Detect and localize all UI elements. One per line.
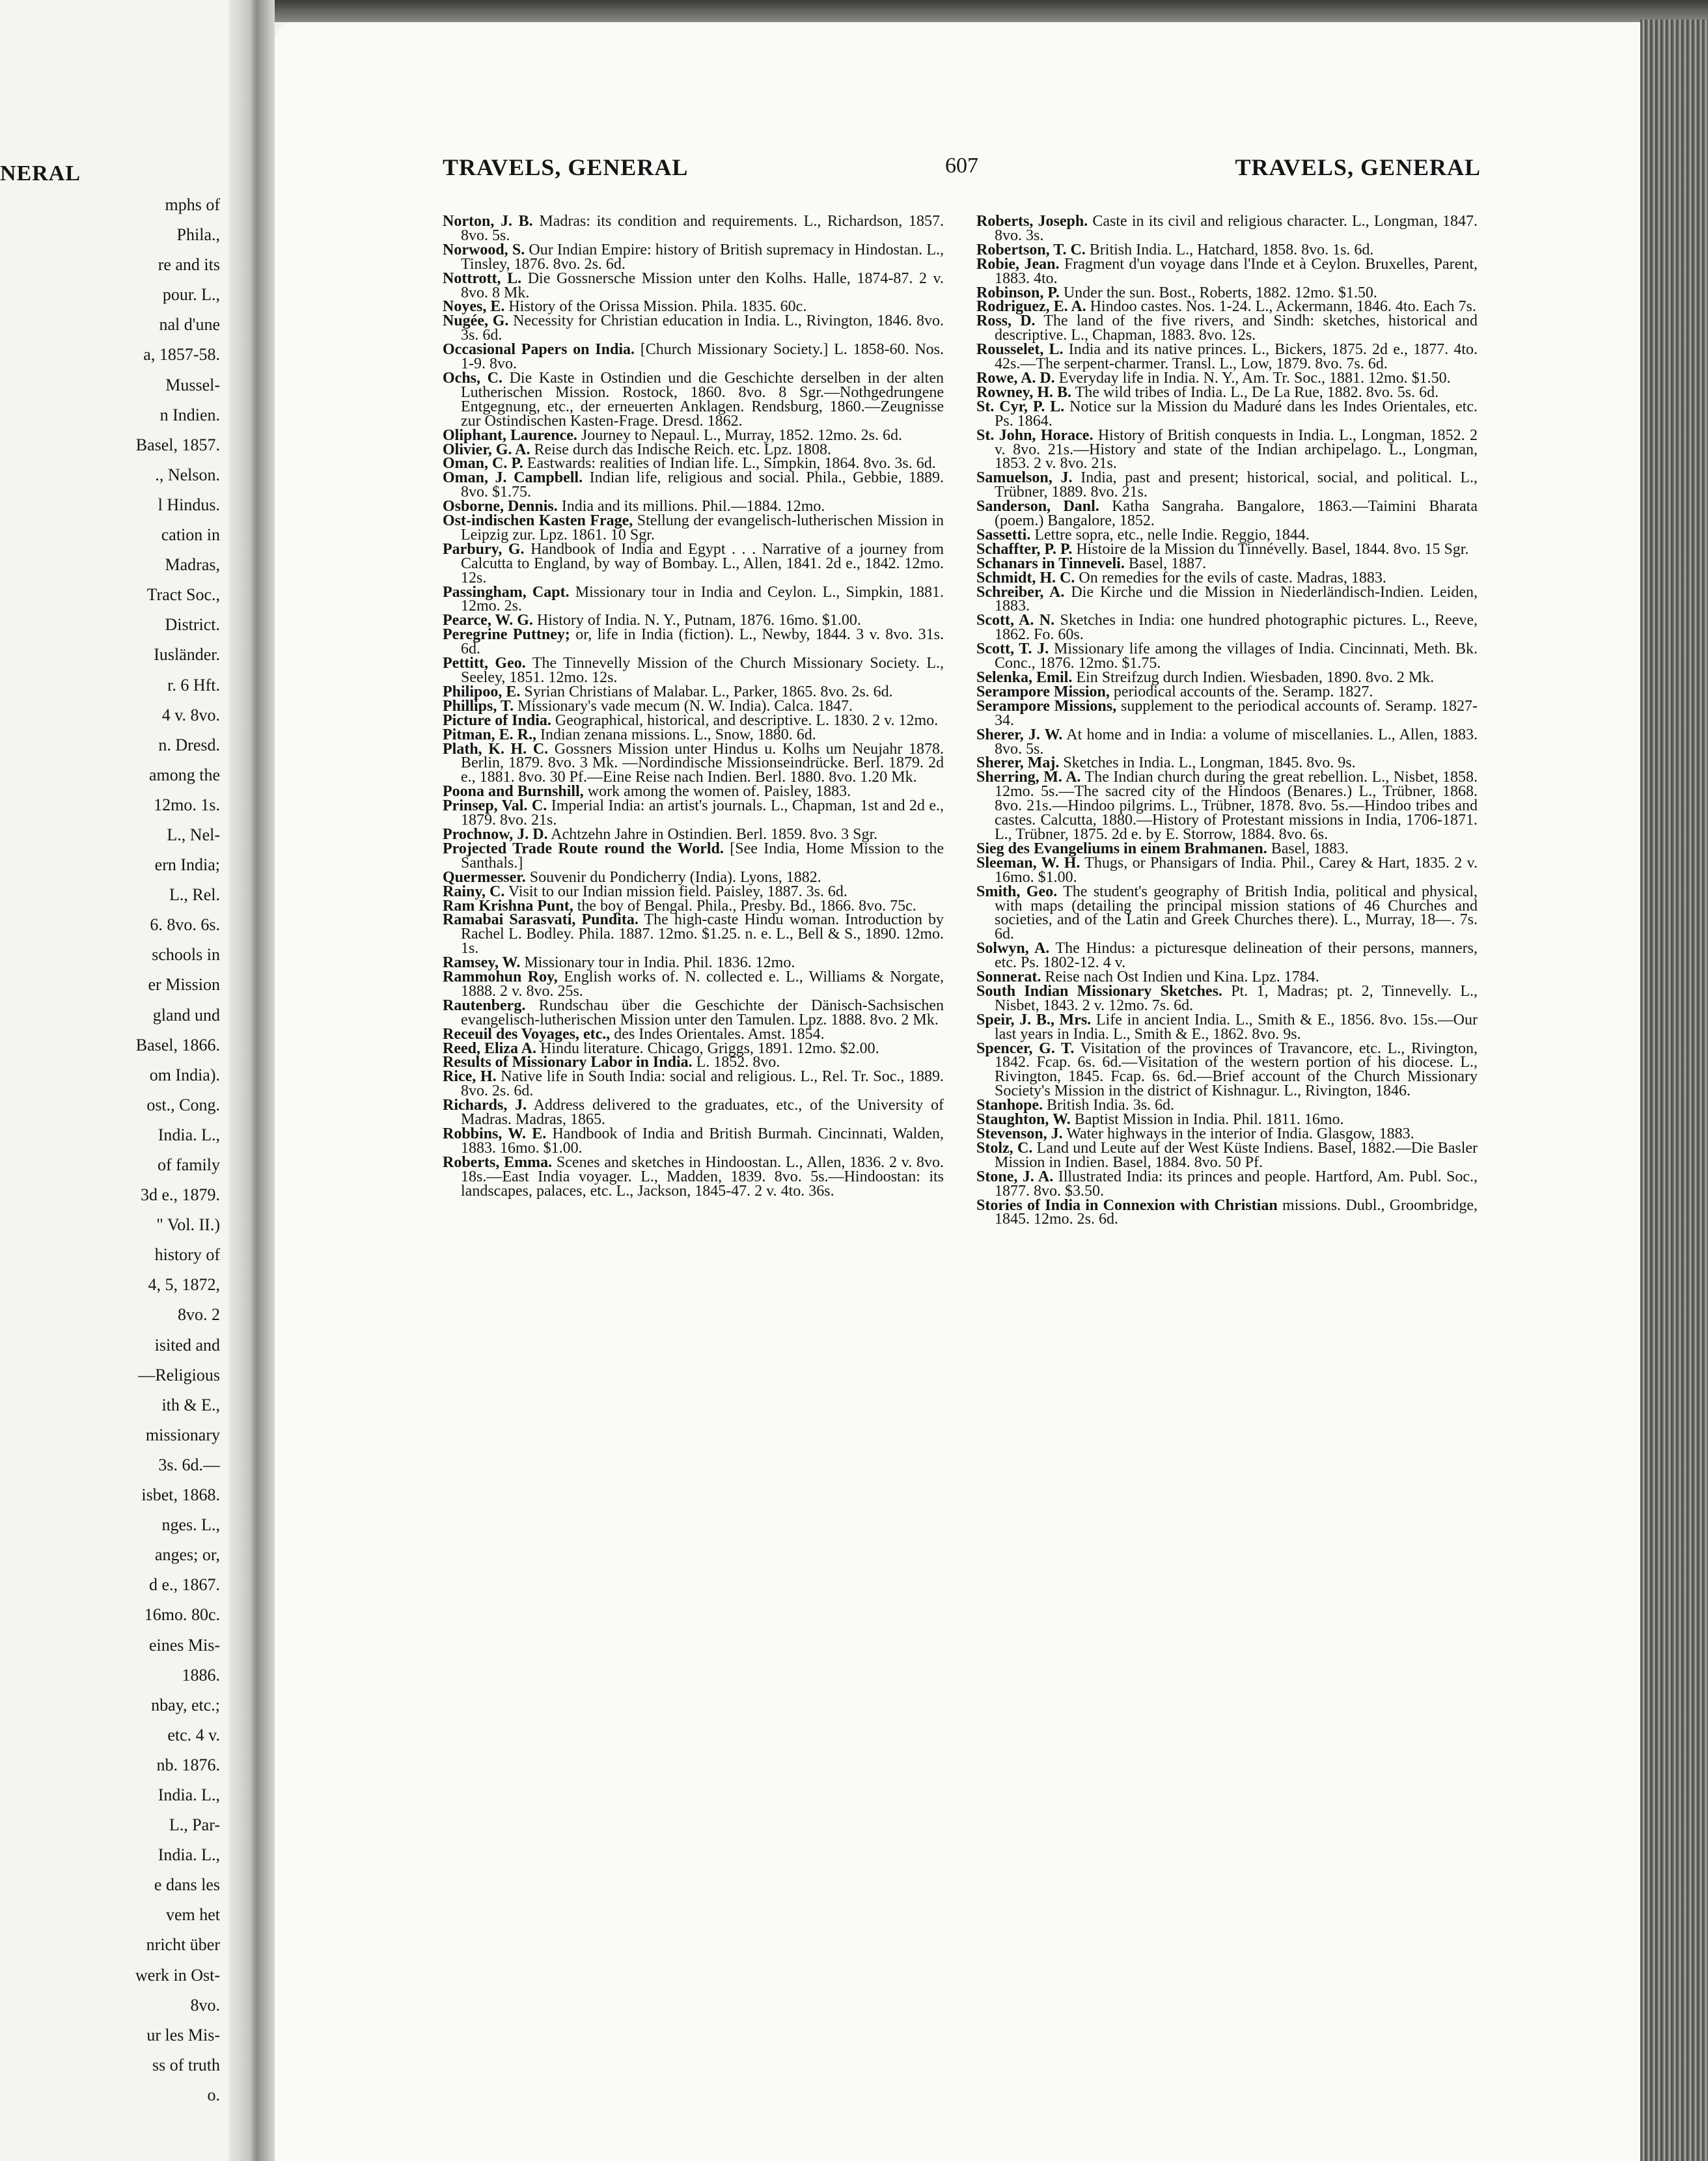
entry-text: History of British conquests in India. L., Longman, 1852. 2 v. 8vo. 21s.—History and state of the Indian archipelago. L., Longman, 1853. 2 v. 8vo. 21s. xyxy=(995,426,1478,473)
entry-text: L. 1852. 8vo. xyxy=(692,1054,780,1071)
facing-page-line: India. L., xyxy=(158,1785,220,1804)
entry-author: Picture of India. xyxy=(443,711,551,729)
entry-author: Rautenberg. xyxy=(443,997,526,1014)
facing-page-line: ost., Cong. xyxy=(146,1095,220,1114)
facing-page-line: a, 1857-58. xyxy=(143,345,220,364)
entry-text: Sketches in India: one hundred photographic pictures. L., Reeve, 1862. Fo. 60s. xyxy=(995,612,1478,644)
bibliography-entry xyxy=(976,697,1478,729)
entry-author: Schaffter, P. P. xyxy=(976,540,1073,558)
bibliography-entry xyxy=(976,1170,1478,1199)
entry-author: Philipoo, E. xyxy=(443,683,521,700)
entry-author: Rainy, C. xyxy=(443,883,505,900)
bibliography-entry xyxy=(443,913,944,956)
facing-page-line: 3d e., 1879. xyxy=(140,1185,220,1204)
facing-page-line: 16mo. 80c. xyxy=(144,1605,220,1624)
entry-author: Ost-indischen Kasten Frage, xyxy=(443,512,633,530)
entry-author: Rammohun Roy, xyxy=(443,969,558,986)
facing-page-line: nricht über xyxy=(146,1935,220,1954)
facing-page-heading: NERAL xyxy=(0,161,81,186)
entry-text: The Hindus: a picturesque delineation of their persons, manners, etc. Ps. 1802-12. 4 v. xyxy=(995,940,1478,972)
entry-author: Robinson, P. xyxy=(976,284,1060,301)
entry-text: Die Kirche und die Mission in Niederländisch-Indien. Leiden, 1883. xyxy=(995,583,1478,615)
entry-author: Passingham, Capt. xyxy=(443,583,570,601)
bibliography-entry xyxy=(976,500,1478,529)
bibliography-entry xyxy=(443,471,944,500)
entry-author: Stone, J. A. xyxy=(976,1168,1054,1185)
entry-text: Hindu literature. Chicago, Griggs, 1891. 12mo. $2.00. xyxy=(536,1039,879,1057)
entry-text: The land of the five rivers, and Sindh: sketches, historical and descriptive. L., Chapman, 1883. 8vo. 12s. xyxy=(995,312,1478,344)
bibliography-entry xyxy=(443,842,944,871)
entry-text: Missionary life among the villages of India. Cincinnati, Meth. Bk. Conc., 1876. 12mo. $1.75. xyxy=(995,640,1478,672)
entry-text: History of the Orissa Mission. Phila. 1835. 60c. xyxy=(504,298,807,316)
facing-page-line: Madras, xyxy=(165,555,220,574)
facing-page-line: l Hindus. xyxy=(158,495,220,514)
entry-author: Reed, Eliza A. xyxy=(443,1039,536,1057)
bibliography-entry xyxy=(443,1153,944,1200)
facing-page-line: Tract Soc., xyxy=(146,585,220,604)
entry-author: Occasional Papers on India. xyxy=(443,341,635,359)
bibliography-entry xyxy=(976,885,1478,943)
entry-text: periodical accounts of the. Seramp. 1827. xyxy=(1109,683,1373,700)
bibliography-entry xyxy=(443,215,944,243)
entry-author: St. John, Horace. xyxy=(976,426,1094,444)
bibliography-entry xyxy=(443,1099,944,1127)
facing-page-line: missionary xyxy=(145,1425,220,1444)
facing-page-line: 4 v. 8vo. xyxy=(161,706,220,724)
entry-text: Handbook of India and Egypt . . . Narrative of a journey from Calcutta to England, by way of Bombay. L., Allen, 1841. 2d e., 1842. 12mo. 12s. xyxy=(461,540,944,586)
facing-page-line: nal d'une xyxy=(159,315,220,334)
entry-text: Missionary tour in India. Phil. 1836. 12mo. xyxy=(520,954,795,972)
facing-page-line: of family xyxy=(157,1155,220,1174)
facing-page-line: nges. L., xyxy=(161,1515,220,1534)
bibliography-entry xyxy=(976,1139,1478,1171)
bibliography-entry xyxy=(443,540,944,586)
entry-author: Schanars in Tinneveli. xyxy=(976,555,1125,572)
bibliography-entry xyxy=(976,426,1478,473)
entry-author: Staughton, W. xyxy=(976,1111,1071,1129)
entry-text: Histoire de la Mission du Tinnévelly. Basel, 1844. 8vo. 15 Sgr. xyxy=(1072,540,1469,558)
bibliography-entry xyxy=(443,970,944,999)
bibliography-entry xyxy=(976,1196,1478,1228)
facing-page-line: n. Dresd. xyxy=(158,736,220,754)
entry-text: Gossners Mission unter Hindus u. Kolhs um Neujahr 1878. Berlin, 1879. 8vo. 3 Mk. —Nordindische Missionseindrücke. Berl. 1879. 2d e., 1881. 8vo. 30 Pf.—Eine Reise nach Indien. Berl. 1880. 8vo. 1.20 Mk. xyxy=(461,740,944,786)
facing-page-line: India. L., xyxy=(158,1845,220,1864)
bibliography-entry xyxy=(976,314,1478,343)
bibliography-entry xyxy=(443,514,944,543)
entry-author: Rowe, A. D. xyxy=(976,369,1055,387)
entry-text: Syrian Christians of Malabar. L., Parker, 1865. 8vo. 2s. 6d. xyxy=(520,683,893,700)
book-gutter xyxy=(229,0,275,2161)
entry-author: Roberts, Emma. xyxy=(443,1153,553,1171)
entry-text: English works of. N. collected e. L., Williams & Norgate, 1888. 2 v. 8vo. 25s. xyxy=(461,969,944,1000)
entry-text: Sketches in India. L., Longman, 1845. 8vo. 9s. xyxy=(1059,754,1356,772)
entry-text: Baptist Mission in India. Phil. 1811. 16mo. xyxy=(1070,1111,1344,1129)
entry-author: Results of Missionary Labor in India. xyxy=(443,1054,693,1071)
entry-author: Speir, J. B., Mrs. xyxy=(976,1011,1092,1028)
facing-page-line: 8vo. xyxy=(190,1996,220,2015)
bibliography-entry xyxy=(443,628,944,657)
entry-text: The Tinnevelly Mission of the Church Missionary Society. L., Seeley, 1851. 12mo. 12s. xyxy=(461,655,944,686)
facing-page-line: 8vo. 2 xyxy=(178,1305,220,1324)
facing-page-line: cation in xyxy=(161,525,220,544)
entry-author: Rodriguez, E. A. xyxy=(976,298,1086,316)
facing-page-line: om India). xyxy=(149,1066,220,1084)
entry-author: Sherring, M. A. xyxy=(976,769,1081,786)
facing-page-line: ern India; xyxy=(154,855,220,874)
entry-author: St. Cyr, P. L. xyxy=(976,398,1065,415)
entry-author: Sherer, J. W. xyxy=(976,726,1063,743)
entry-author: Parbury, G. xyxy=(443,540,525,558)
entry-text: Notice sur la Mission du Maduré dans les Indes Orientales, etc. Ps. 1864. xyxy=(995,398,1478,430)
facing-page-line: werk in Ost- xyxy=(135,1966,220,1985)
facing-page-line: e dans les xyxy=(154,1875,220,1894)
entry-text: Land und Leute auf der West Küste Indiens. Basel, 1882.—Die Basler Mission in Indien. Basel, 1884. 8vo. 50 Pf. xyxy=(995,1139,1478,1171)
entry-text: India and its native princes. L., Bickers, 1875. 2d e., 1877. 4to. 42s.—The serpent-charmer. Transl. L., Low, 1879. 8vo. 7s. 6d. xyxy=(995,341,1478,373)
bibliography-entry xyxy=(443,314,944,343)
bibliography-entry xyxy=(976,255,1478,287)
header-right-title: TRAVELS, GENERAL xyxy=(1235,154,1481,180)
entry-author: Schmidt, H. C. xyxy=(976,569,1075,586)
bibliography-entry xyxy=(443,1127,944,1156)
entry-author: Scott, T. J. xyxy=(976,640,1049,658)
running-header xyxy=(443,154,1481,182)
bibliography-entry xyxy=(443,999,944,1028)
facing-page-line: er Mission xyxy=(148,975,220,994)
entry-author: Ochs, C. xyxy=(443,369,503,387)
entry-author: Sanderson, Danl. xyxy=(976,498,1099,516)
entry-author: Serampore Missions, xyxy=(976,697,1117,715)
entry-text: Hindoo castes. Nos. 1-24. L., Ackermann, 1846. 4to. Each 7s. xyxy=(1086,298,1476,316)
entry-text: Fragment d'un voyage dans l'Inde et à Ceylon. Bruxelles, Parent, 1883. 4to. xyxy=(995,255,1478,287)
entry-author: Plath, K. H. C. xyxy=(443,740,549,758)
entry-text: History of India. N. Y., Putnam, 1876. 16mo. $1.00. xyxy=(532,612,861,629)
entry-text: On remedies for the evils of caste. Madras, 1883. xyxy=(1075,569,1386,586)
entry-text: Basel, 1883. xyxy=(1267,840,1349,857)
entry-text: [See India, Home Mission to the Santhals.] xyxy=(461,840,944,872)
entry-text: supplement to the periodical accounts of. Seramp. 1827-34. xyxy=(995,697,1478,729)
bibliography-entry xyxy=(976,854,1478,886)
facing-page-line: vem het xyxy=(165,1905,220,1924)
bibliography-entry xyxy=(976,471,1478,500)
facing-page-line: r. 6 Hft. xyxy=(167,676,220,695)
entry-text: des Indes Orientales. Amst. 1854. xyxy=(610,1025,825,1043)
entry-author: Phillips, T. xyxy=(443,697,514,715)
facing-page-line: 1886. xyxy=(182,1666,220,1685)
header-left-title: TRAVELS, GENERAL xyxy=(443,154,689,180)
entry-author: Poona and Burnshill, xyxy=(443,783,584,801)
entry-text: Lettre sopra, etc., nelle Indie. Reggio, 1844. xyxy=(1030,526,1310,544)
entry-author: Receuil des Voyages, etc., xyxy=(443,1025,611,1043)
facing-page-line: L., Rel. xyxy=(169,885,220,904)
entry-author: Pettitt, Geo. xyxy=(443,655,526,672)
entry-author: Spencer, G. T. xyxy=(976,1039,1075,1057)
entry-text: The high-caste Hindu woman. Introduction by Rachel L. Bodley. Phila. 1887. 12mo. $1.25. n. e. L., Bell & S., 1890. 12mo. 1s. xyxy=(461,911,944,957)
bibliography-entry xyxy=(976,982,1478,1014)
facing-page-line: d e., 1867. xyxy=(148,1575,220,1594)
bibliography-entry xyxy=(976,1039,1478,1100)
facing-page-line: gland und xyxy=(152,1006,220,1025)
bibliography-entry xyxy=(443,583,944,615)
entry-text: British India. L., Hatchard, 1858. 8vo. 1s. 6d. xyxy=(1085,241,1374,258)
entry-text: Address delivered to the graduates, etc., of the University of Madras. Madras, 1865. xyxy=(461,1097,944,1129)
page-number: 607 xyxy=(945,154,978,178)
entry-author: Norton, J. B. xyxy=(443,213,533,230)
entry-text: Caste in its civil and religious character. L., Longman, 1847. 8vo. 3s. xyxy=(995,213,1478,244)
facing-page-line: 6. 8vo. 6s. xyxy=(150,915,220,934)
facing-page-line: re and its xyxy=(158,255,220,274)
facing-page-line: nbay, etc.; xyxy=(151,1696,220,1714)
entry-author: Oman, C. P. xyxy=(443,455,523,473)
entry-author: Projected Trade Route round the World. xyxy=(443,840,724,857)
entry-author: Sassetti. xyxy=(976,526,1031,544)
facing-page-line: mphs of xyxy=(165,195,220,214)
entry-text: Souvenir du Pondicherry (India). Lyons, 1882. xyxy=(525,868,821,886)
bibliography-entry xyxy=(976,400,1478,429)
bibliography-entry xyxy=(443,1070,944,1099)
entry-author: Pitman, E. R., xyxy=(443,726,536,743)
entry-text: Missionary tour in India and Ceylon. L., Simpkin, 1881. 12mo. 2s. xyxy=(461,583,944,615)
entry-author: Noyes, E. xyxy=(443,298,505,316)
entry-author: Stolz, C. xyxy=(976,1139,1033,1157)
facing-page-line: among the xyxy=(148,765,220,784)
entry-author: Peregrine Puttney; xyxy=(443,626,570,644)
entry-text: Scenes and sketches in Hindoostan. L., Allen, 1836. 2 v. 8vo. 18s.—East India voyager. L., Madden, 1839. 8vo. 5s.—Hindoostan: its landscapes, palaces, etc. L., Jackson, 1845-47. 2 v. 4to. 36s. xyxy=(461,1153,944,1200)
facing-page-line: ss of truth xyxy=(152,2056,220,2074)
entry-text: Eastwards: realities of Indian life. L., Simpkin, 1864. 8vo. 3s. 6d. xyxy=(523,455,936,473)
bibliography-entry xyxy=(443,657,944,685)
entry-author: Prinsep, Val. C. xyxy=(443,797,547,815)
entry-author: Smith, Geo. xyxy=(976,883,1058,900)
entry-text: India, past and present; historical, social, and political. L., Trübner, 1889. 8vo. 21s. xyxy=(995,469,1478,501)
entry-text: Katha Sangraha. Bangalore, 1863.—Taimini Bharata (poem.) Bangalore, 1852. xyxy=(995,498,1478,530)
entry-text: Everyday life in India. N. Y., Am. Tr. Soc., 1881. 12mo. $1.50. xyxy=(1054,369,1451,387)
entry-text: The wild tribes of India. L., De La Rue, 1882. 8vo. 5s. 6d. xyxy=(1071,383,1439,401)
facing-page-line: nb. 1876. xyxy=(156,1755,220,1774)
facing-page-line: etc. 4 v. xyxy=(167,1726,220,1744)
facing-page-line: L., Par- xyxy=(169,1815,220,1834)
facing-page-line: 12mo. 1s. xyxy=(154,795,220,814)
bibliography-entry xyxy=(976,771,1478,842)
entry-author: Quermesser. xyxy=(443,868,526,886)
facing-page-line: ., Nelson. xyxy=(155,465,220,484)
entry-author: Ross, D. xyxy=(976,312,1036,330)
entry-text: [Church Missionary Society.] L. 1858-60. Nos. 1-9. 8vo. xyxy=(461,341,944,373)
entry-author: Ramabai Sarasvati, Pundita. xyxy=(443,911,639,929)
entry-text: Madras: its condition and requirements. L., Richardson, 1857. 8vo. 5s. xyxy=(461,213,944,244)
entry-author: Stanhope. xyxy=(976,1097,1043,1114)
entry-text: Indian zenana missions. L., Snow, 1880. 6d. xyxy=(536,726,816,743)
bibliography-entry xyxy=(976,583,1478,615)
entry-text: Geographical, historical, and descriptive. L. 1830. 2 v. 12mo. xyxy=(551,711,939,729)
page-top-shadow xyxy=(275,0,1708,22)
entry-text: missions. Dubl., Groombridge, 1845. 12mo. 2s. 6d. xyxy=(995,1196,1478,1228)
bibliography-entry xyxy=(976,728,1478,757)
entry-author: Norwood, S. xyxy=(443,241,525,258)
facing-page-line: history of xyxy=(154,1245,220,1264)
facing-page-line: Iusländer. xyxy=(154,645,220,664)
facing-page-line: o. xyxy=(207,2085,220,2104)
entry-author: Serampore Mission, xyxy=(976,683,1110,700)
facing-page-line: 3s. 6d.— xyxy=(158,1455,220,1474)
entry-author: Rousselet, L. xyxy=(976,341,1064,359)
entry-text: Basel, 1887. xyxy=(1124,555,1207,572)
entry-text: the boy of Bengal. Phila., Presby. Bd., 1866. 8vo. 75c. xyxy=(573,897,916,915)
bibliography-entry xyxy=(443,343,944,372)
bibliography-entry xyxy=(443,799,944,828)
entry-author: Robertson, T. C. xyxy=(976,241,1086,258)
entry-text: Rundschau über die Geschichte der Dänisch-Sachsischen evangelisch-lutherischen Mission unter den Tamulen. Lpz. 1888. 8vo. 2 Mk. xyxy=(461,997,944,1028)
entry-author: Samuelson, J. xyxy=(976,469,1073,487)
facing-page-line: India. L., xyxy=(158,1125,220,1144)
entry-author: Sleeman, W. H. xyxy=(976,854,1081,872)
facing-page-line: 4, 5, 1872, xyxy=(148,1275,220,1294)
entry-author: Roberts, Joseph. xyxy=(976,213,1088,230)
entry-text: work among the women of. Paisley, 1883. xyxy=(583,783,851,801)
entry-author: Robbins, W. E. xyxy=(443,1125,547,1142)
entry-text: Illustrated India: its princes and people. Hartford, Am. Publ. Soc., 1877. 8vo. $3.50. xyxy=(995,1168,1478,1200)
entry-author: Stories of India in Connexion with Christian xyxy=(976,1196,1278,1214)
entry-text: Journey to Nepaul. L., Murray, 1852. 12mo. 2s. 6d. xyxy=(577,426,902,444)
entry-text: Our Indian Empire: history of British supremacy in Hindostan. L., Tinsley, 1876. 8vo. 2s. 6d. xyxy=(461,241,944,273)
bibliography-entry xyxy=(443,369,944,430)
entry-author: Robie, Jean. xyxy=(976,255,1060,273)
entry-text: Stellung der evangelisch-lutherischen Mission in Leipzig zur. Lpz. 1861. 10 Sgr. xyxy=(461,512,944,544)
facing-page-line: eines Mis- xyxy=(148,1636,220,1655)
entry-text: Ein Streifzug durch Indien. Wiesbaden, 1890. 8vo. 2 Mk. xyxy=(1072,669,1435,686)
facing-page-line: Phila., xyxy=(176,225,220,244)
bibliography-entry xyxy=(976,614,1478,642)
entry-text: Life in ancient India. L., Smith & E., 1856. 8vo. 15s.—Our last years in India. L., Smith & E., 1862. 8vo. 9s. xyxy=(995,1011,1478,1043)
bibliography-entry xyxy=(976,942,1478,970)
entry-text: Imperial India: an artist's journals. L., Chapman, 1st and 2d e., 1879. 8vo. 21s. xyxy=(461,797,944,829)
entry-text: Necessity for Christian education in India. L., Rivington, 1846. 8vo. 3s. 6d. xyxy=(461,312,944,344)
entry-author: Olivier, G. A. xyxy=(443,441,530,458)
facing-page-line: ur les Mis- xyxy=(146,2026,220,2044)
bibliography-entry xyxy=(443,740,944,786)
entry-text: Handbook of India and British Burmah. Cincinnati, Walden, 1883. 16mo. $1.00. xyxy=(461,1125,944,1157)
entry-author: South Indian Missionary Sketches. xyxy=(976,982,1222,1000)
entry-text: Native life in South India: social and religious. L., Rel. Tr. Soc., 1889. 8vo. 2s. 6d. xyxy=(461,1068,944,1100)
entry-text: Visitation of the provinces of Travancore, etc. L., Rivington, 1842. Fcap. 6s. 6d.—Visitation of the western portion of his diocese. L., Rivington, 1845. Fcap. 6s. 6d.—Brief account of the Church Missionary Society's Mission in the district of Kishnagur. L., Rivington, 1846. xyxy=(995,1039,1478,1100)
entry-text: Die Gossnersche Mission unter den Kolhs. Halle, 1874-87. 2 v. 8vo. 8 Mk. xyxy=(461,269,944,301)
facing-page-line: Basel, 1857. xyxy=(135,435,220,454)
entry-author: Prochnow, J. D. xyxy=(443,825,548,843)
facing-page-line: n Indien. xyxy=(159,406,220,424)
left-column xyxy=(443,215,944,1199)
page-fore-edge xyxy=(1640,20,1708,2161)
entry-author: Sonnerat. xyxy=(976,969,1041,986)
bibliography-entry xyxy=(443,243,944,272)
entry-author: Stevenson, J. xyxy=(976,1125,1063,1142)
entry-author: Scott, A. N. xyxy=(976,612,1055,629)
facing-page-line: —Religious xyxy=(138,1366,220,1384)
bibliography-entry xyxy=(976,642,1478,671)
entry-text: Missionary's vade mecum (N. W. India). Calca. 1847. xyxy=(514,697,853,715)
facing-page-fragment xyxy=(0,0,229,2161)
entry-text: The Indian church during the great rebellion. L., Nisbet, 1858. 12mo. 5s.—The sacred city of the Hindoos (Benares.) L., Trübner, 1868. 8vo. 21s.—Hindoo pilgrims. L., Trübner, 1878. 8vo. 5s.—Hindoo tribes and castes. Calcutta, 1880.—History of Protestant missions in India, 1706-1871. L., Trübner, 1875. 2d e. by E. Storrow, 1884. 8vo. 6s. xyxy=(995,769,1478,843)
facing-page-line: isited and xyxy=(154,1336,220,1355)
entry-text: or, life in India (fiction). L., Newby, 1844. 3 v. 8vo. 31s. 6d. xyxy=(461,626,944,658)
entry-text: The student's geography of British India, political and physical, with maps (detailing the principal mission stations of 46 Churches and societies, and of the Latin and Greek Churches there). L., Murray, 18—. 7s. 6d. xyxy=(995,883,1478,943)
facing-page-line: anges; or, xyxy=(154,1545,220,1564)
facing-page-line: " Vol. II.) xyxy=(156,1215,220,1234)
facing-page-line: ith & E., xyxy=(161,1396,220,1414)
facing-page-line: Basel, 1866. xyxy=(135,1036,220,1054)
entry-text: Achtzehn Jahre in Ostindien. Berl. 1859. 8vo. 3 Sgr. xyxy=(547,825,878,843)
entry-author: Nottrott, L. xyxy=(443,269,522,287)
entry-author: Oliphant, Laurence. xyxy=(443,426,577,444)
entry-text: At home and in India: a volume of miscellanies. L., Allen, 1883. 8vo. 5s. xyxy=(995,726,1478,758)
facing-page-line: schools in xyxy=(152,945,220,964)
entry-text: Reise nach Ost Indien und Kina. Lpz. 1784. xyxy=(1041,969,1319,986)
bibliography-entry xyxy=(976,215,1478,243)
entry-text: Under the sun. Bost., Roberts, 1882. 12mo. $1.50. xyxy=(1059,284,1377,301)
entry-author: Pearce, W. G. xyxy=(443,612,533,629)
entry-text: Reise durch das Indische Reich. etc. Lpz. 1808. xyxy=(530,441,831,458)
entry-author: Ramsey, W. xyxy=(443,954,521,972)
entry-text: Visit to our Indian mission field. Paisley, 1887. 3s. 6d. xyxy=(504,883,847,900)
bibliography-entry xyxy=(976,343,1478,372)
facing-page-line: L., Nel- xyxy=(167,825,220,844)
entry-author: Schreiber, A. xyxy=(976,583,1065,601)
entry-author: Sherer, Maj. xyxy=(976,754,1060,772)
facing-page-line: Mussel- xyxy=(165,376,220,394)
entry-author: Solwyn, A. xyxy=(976,940,1050,957)
facing-page-line: District. xyxy=(165,615,220,634)
facing-page-line: pour. L., xyxy=(162,285,220,304)
right-column xyxy=(976,215,1478,1227)
entry-text: Pt. 1, Madras; pt. 2, Tinnevelly. L., Nisbet, 1843. 2 v. 12mo. 7s. 6d. xyxy=(995,982,1478,1014)
entry-text: Water highways in the interior of India. Glasgow, 1883. xyxy=(1062,1125,1414,1142)
entry-author: Sieg des Evangeliums in einem Brahmanen. xyxy=(976,840,1267,857)
entry-author: Rice, H. xyxy=(443,1068,497,1086)
bibliography-entry xyxy=(976,1013,1478,1042)
entry-text: Indian life, religious and social. Phila., Gebbie, 1889. 8vo. $1.75. xyxy=(461,469,944,501)
entry-author: Ram Krishna Punt, xyxy=(443,897,573,915)
entry-author: Richards, J. xyxy=(443,1097,527,1114)
entry-text: Die Kaste in Ostindien und die Geschichte derselben in der alten Lutherischen Mission. Rostock, 1860. 8vo. 8 Sgr.—Nothgedrungene Entgegnung, etc., der erneuerten Anklagen. Rendsburg, 1860.—Zeugnisse zur Ostindischen Kasten-Frage. Dresd. 1862. xyxy=(461,369,944,430)
entry-author: Rowney, H. B. xyxy=(976,383,1072,401)
entry-text: India and its millions. Phil.—1884. 12mo. xyxy=(557,498,825,516)
entry-author: Osborne, Dennis. xyxy=(443,498,558,516)
bibliography-entry xyxy=(443,269,944,301)
facing-page-line: isbet, 1868. xyxy=(141,1485,220,1504)
entry-text: Thugs, or Phansigars of India. Phil., Carey & Hart, 1835. 2 v. 16mo. $1.00. xyxy=(995,854,1478,886)
entry-author: Nugée, G. xyxy=(443,312,509,330)
entry-author: Oman, J. Campbell. xyxy=(443,469,583,487)
entry-author: Selenka, Emil. xyxy=(976,669,1073,686)
entry-text: British India. 3s. 6d. xyxy=(1043,1097,1175,1114)
